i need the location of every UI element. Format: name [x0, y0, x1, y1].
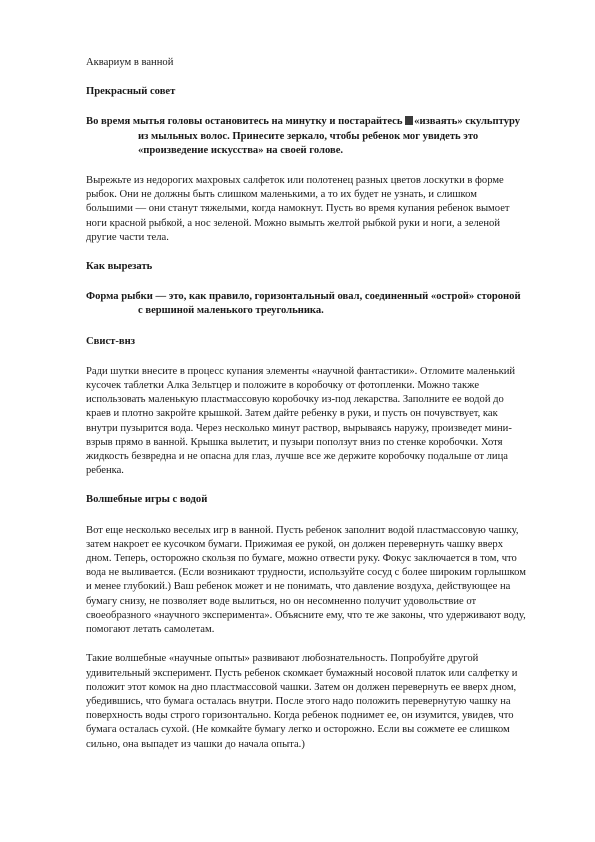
paragraph-science-fiction: Ради шутки внесите в процесс купания элементы «научной фантастики». Отломите маленький кусочек таблетки Алка Зельтцер и положите в коробочку от фотопленки. Можно также использовать маленькую пластмассовую коробочку из-под лекарства. Заполните ее водой до краев и плотно закройте крышкой. Затем дайте ребенку в руки, и пусть он почувствует, как внутри пузырится вода. Через несколько минут раствор, вырываясь наружу, произведет мини-взрыв прямо в ванной. Крышка вылетит, и пузыри поползут вниз по стенке коробочки. Хотя жидкость безвредна и не опасна для глаз, лучше все же держите коробочку подальше от лица ребенка.: [86, 365, 516, 477]
paragraph-dry-paper-experiment: Такие волшебные «научные опыты» развивают любознательность. Попробуйте другой удивительный эксперимент. Пусть ребенок скомкает бумажный носовой платок или салфетку и положит этот комок на дно пластмассовой чашки. Затем он должен перевернуть ее вверх дном, убедившись, что бумага осталась внутри. После этого надо положить перевернутую чашку на поверхность воды строго горизонтально. Когда ребенок поднимет ее, он изумится, увидев, что бумага осталась сухой. (Не комкайте бумагу легко и осторожно. Если вы сожмете ее слишком сильно, она выпадет из чашки до начала опыта.): [86, 653, 518, 750]
document-title: Аквариум в ванной: [86, 57, 174, 68]
bold-paragraph-advice-start: Во время мытья головы остановитесь на минутку и постарайтесь: [86, 116, 403, 128]
document-body: [86, 56, 526, 767]
section-heading-advice: Прекрасный совет: [86, 86, 176, 98]
paragraph-water-cup-trick: Вот еще несколько веселых игр в ванной. Пусть ребенок заполнит водой пластмассовую чашку, затем накроет ее кусочком бумаги. Прижимая ее рукой, он должен перевернуть чашку вверх дном. Теперь, осторожно скользя по бумаге, можно отвести руку. Фокус заключается в том, что вода не выливается. (Если возникают трудности, используйте сосуд с более широким горлышком и менее глубокий.) Ваш ребенок может и не понимать, что давление воздуха, действующее на бумагу снизу, не позволяет воде вылиться, но он несомненно получит удовольствие от своеобразного «научного эксперимента». Объясните ему, что те же законы, что удерживают воду, помогают летать самолетам.: [86, 524, 526, 636]
paragraph-fish-washcloth: Вырежьте из недорогих махровых салфеток или полотенец разных цветов лоскутки в форме рыбок. Они не должны быть слишком маленькими, а то их будет не узнать, и слишком большими — они станут тяжелыми, когда намокнут. Пусть во время купания ребенок вымоет ноги красной рыбкой, а нос зеленой. Можно вымыть желтой рыбкой руки и ноги, а зеленой другие части тела.: [86, 175, 510, 243]
section-heading-magic-games: Волшебные игры с водой: [86, 494, 208, 506]
section-heading-whistle: Свист-внз: [86, 335, 135, 347]
bold-paragraph-advice: [86, 115, 526, 158]
bold-paragraph-fish-shape: Форма рыбки — это, как правило, горизонтальный овал, соединенный «острой» стороной с вершиной маленького треугольника.: [86, 291, 521, 317]
bold-paragraph-advice-end: «изваять» скульптуру из мыльных волос. Принесите зеркало, чтобы ребенок мог увидеть это «произведение искусства» на своей голове.: [138, 116, 521, 156]
section-heading-how-to-cut: Как вырезать: [86, 261, 153, 273]
square-marker-icon: [405, 116, 413, 125]
